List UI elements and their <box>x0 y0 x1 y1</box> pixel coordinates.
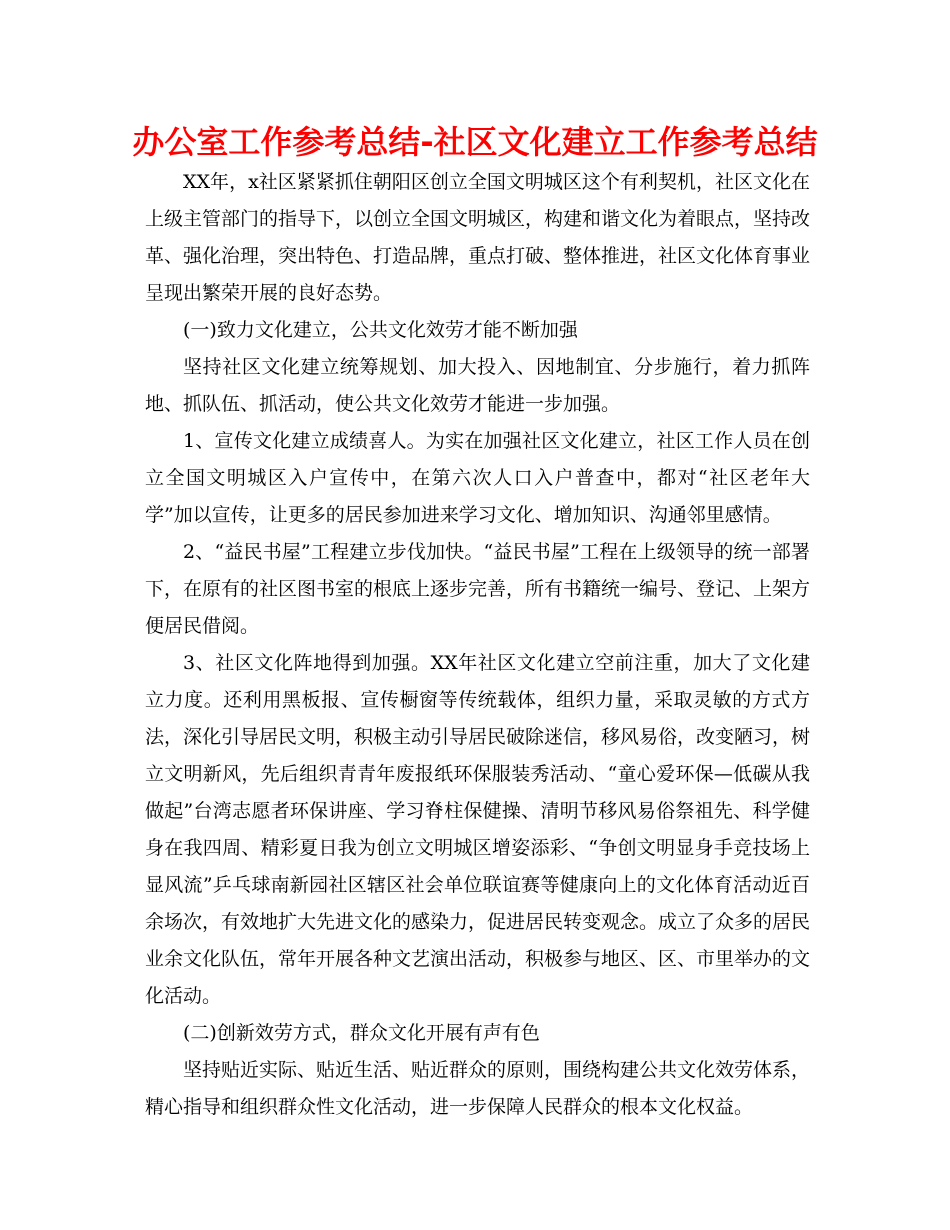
section-heading-2: (二)创新效劳方式，群众文化开展有声有色 <box>183 1022 540 1044</box>
paragraph-section-2-summary: 坚持贴近实际、贴近生活、贴近群众的原则，围绕构建公共文化效劳体系，精心指导和组织群众性文化活动，进一步保障人民群众的根本文化权益。 <box>145 1059 811 1118</box>
paragraph-item-2: 2、“益民书屋”工程建立步伐加快。“益民书屋”工程在上级领导的统一部署下，在原有的社区图书室的根底上逐步完善，所有书籍统一编号、登记、上架方便居民借阅。 <box>145 541 811 637</box>
document-body <box>145 164 810 1126</box>
document-title: 办公室工作参考总结-社区文化建立工作参考总结 <box>132 123 818 161</box>
paragraph-item-3: 3、社区文化阵地得到加强。XX年社区文化建立空前注重，加大了文化建立力度。还利用黑板报、宣传橱窗等传统载体，组织力量，采取灵敏的方式方法，深化引导居民文明，积极主动引导居民破除迷信，移风易俗，改变陋习，树立文明新风，先后组织青青年废报纸环保服装秀活动、“童心爱环保—低碳从我做起”台湾志愿者环保讲座、学习脊柱保健操、清明节移风易俗祭祖先、科学健身在我四周、精彩夏日我为创立文明城区增姿添彩、“争创文明显身手竞技场上显风流”乒乓球南新园社区辖区社会单位联谊赛等健康向上的文化体育活动近百余场次，有效地扩大先进文化的感染力，促进居民转变观念。成立了众多的居民业余文化队伍，常年开展各种文艺演出活动，积极参与地区、区、市里举办的文化活动。 <box>145 652 811 1007</box>
paragraph-intro: XX年，x社区紧紧抓住朝阳区创立全国文明城区这个有利契机，社区文化在上级主管部门的指导下，以创立全国文明城区，构建和谐文化为着眼点，坚持改革、强化治理，突出特色、打造品牌，重点打破、整体推进，社区文化体育事业呈现出繁荣开展的良好态势。 <box>145 171 811 304</box>
section-heading-1: (一)致力文化建立，公共文化效劳才能不断加强 <box>183 319 578 341</box>
paragraph-section-1-summary: 坚持社区文化建立统筹规划、加大投入、因地制宜、分步施行，着力抓阵地、抓队伍、抓活动，使公共文化效劳才能进一步加强。 <box>145 356 810 415</box>
paragraph-item-1: 1、宣传文化建立成绩喜人。为实在加强社区文化建立，社区工作人员在创立全国文明城区入户宣传中，在第六次人口入户普查中，都对“社区老年大学”加以宣传，让更多的居民参加进来学习文化、增加知识、沟通邻里感情。 <box>145 430 810 526</box>
